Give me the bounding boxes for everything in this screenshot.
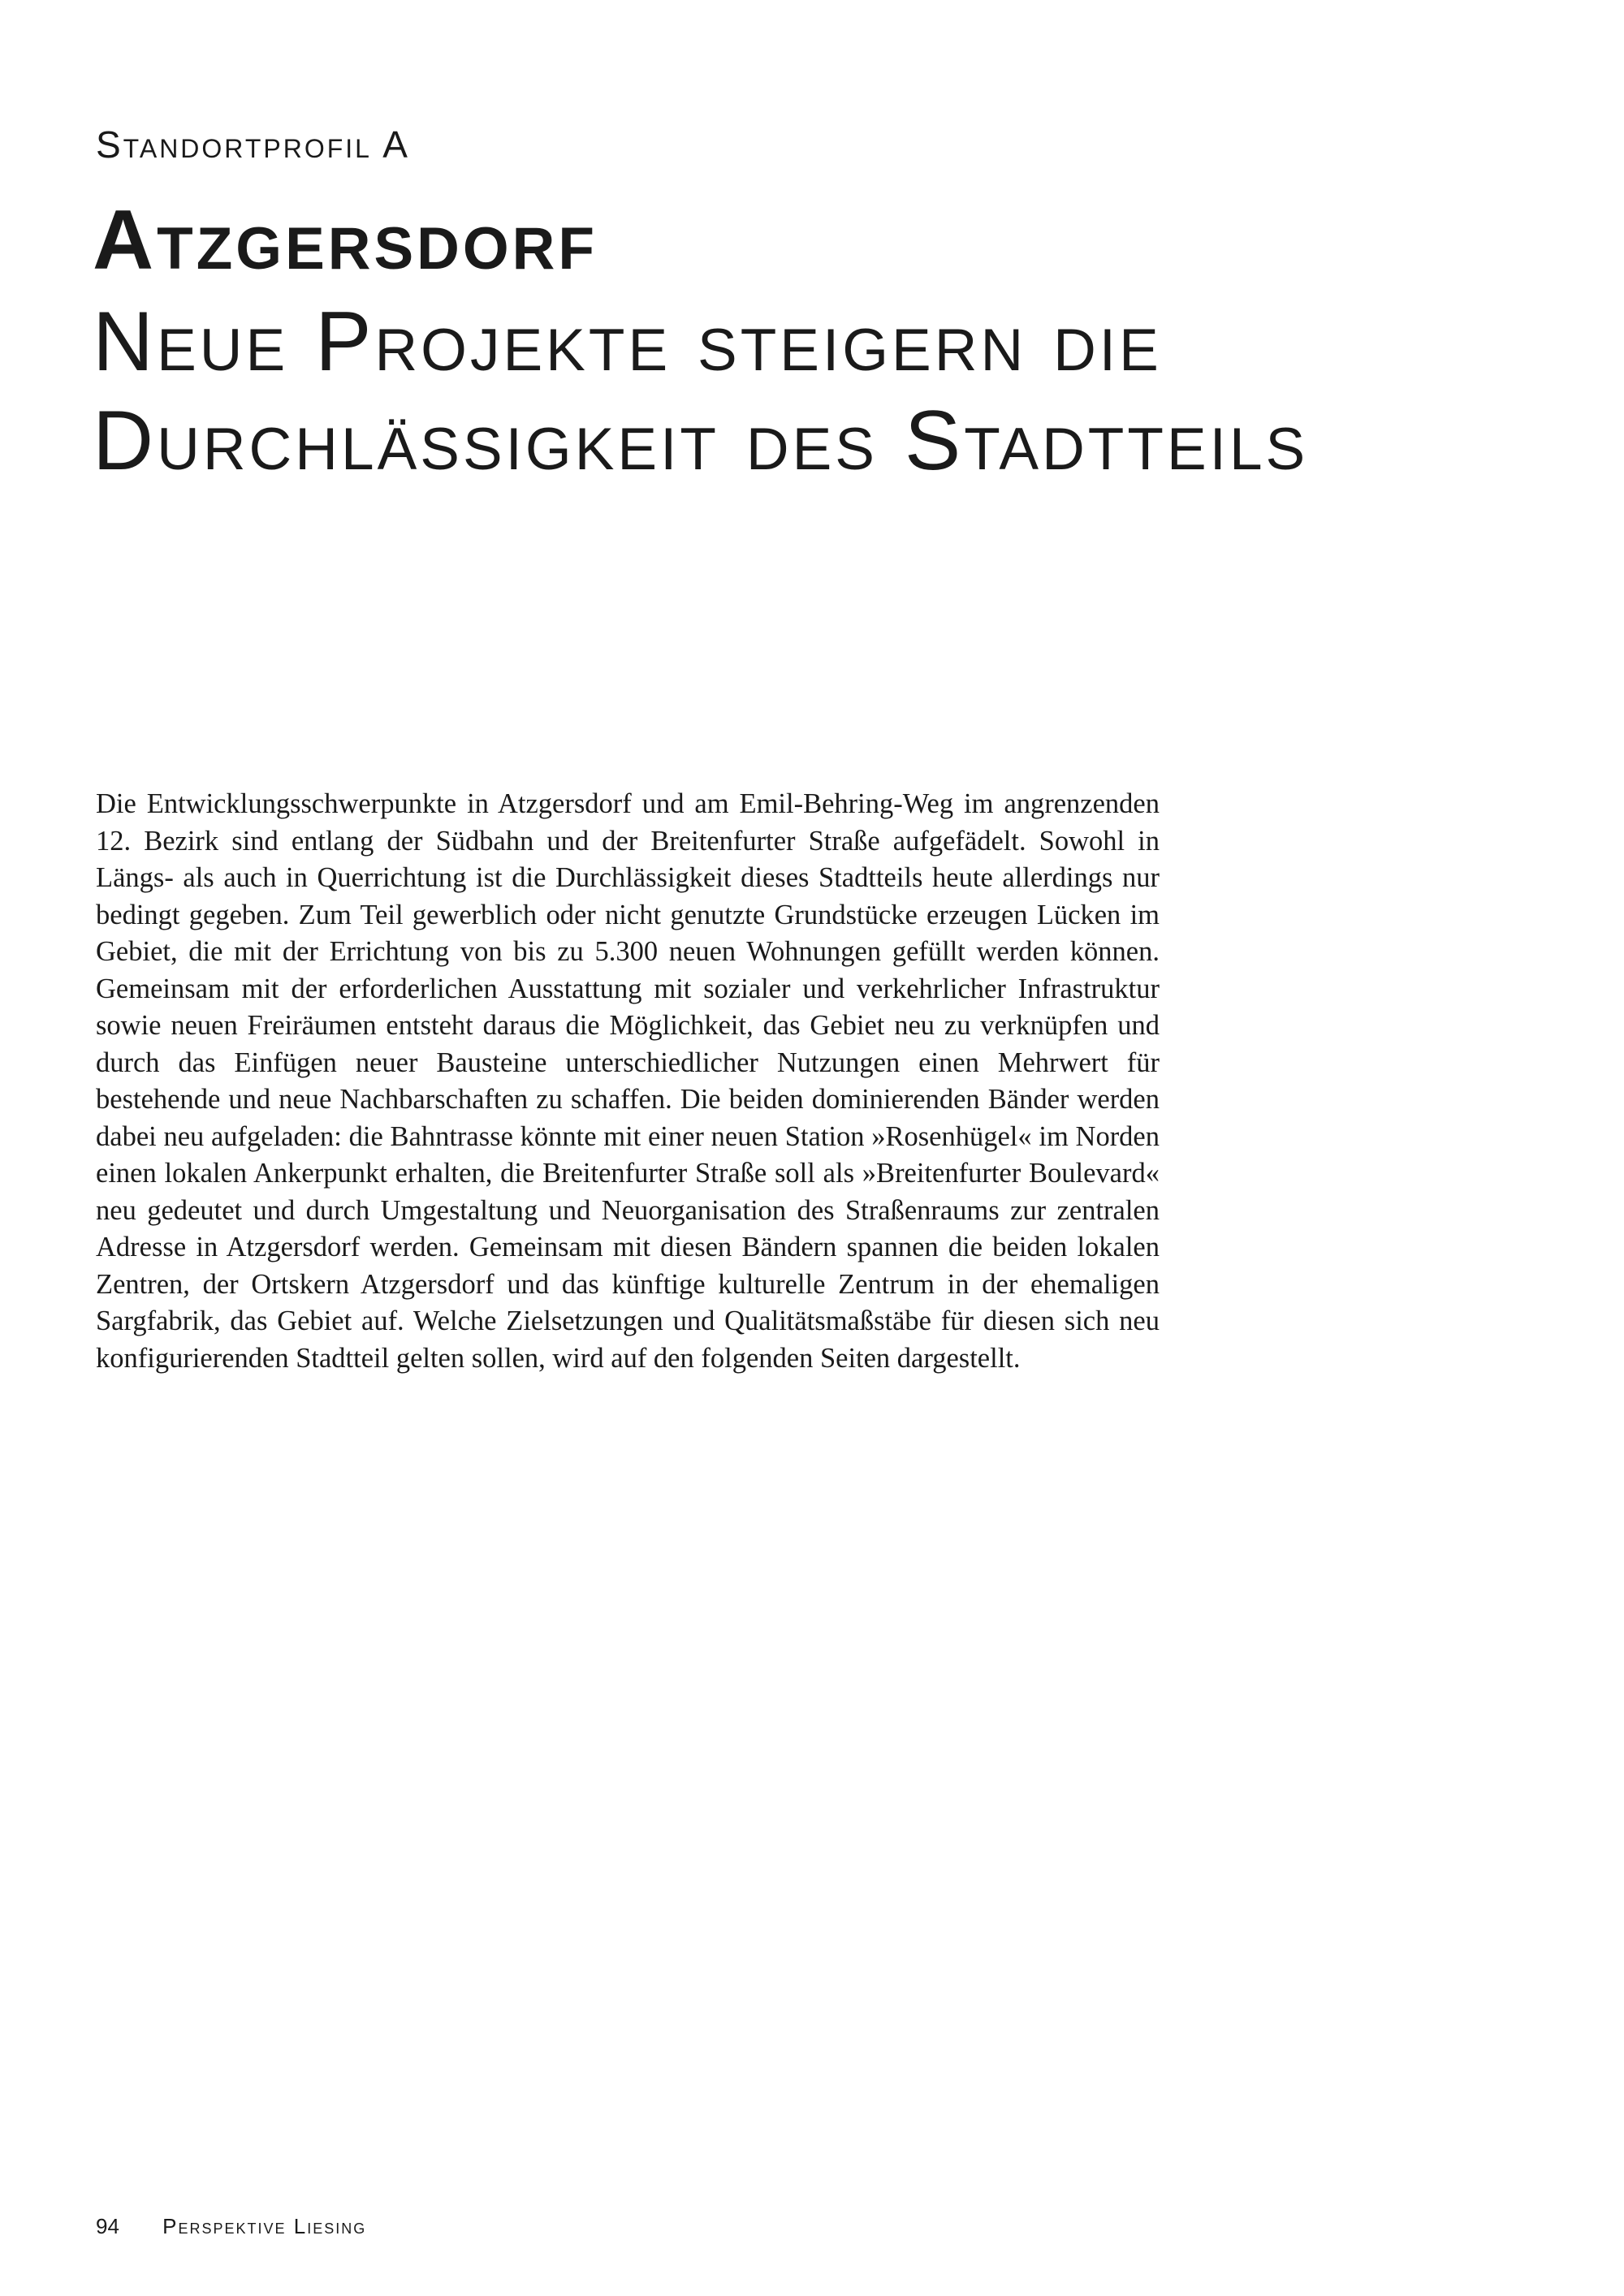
page-subtitle xyxy=(93,292,1308,490)
page-number: 94 xyxy=(96,2214,119,2238)
body-paragraph: Die Entwicklungsschwerpunkte in Atzgersdorf und am Emil-Behring-Weg im angrenzenden 12. Bezirk sind entlang der Südbahn und der Breitenfurter Straße aufgefädelt. Sowohl in Längs- als auch in Querrichtung ist die Durchlässigkeit dieses Stadtteils heute allerdings nur bedingt gegeben. Zum Teil gewerblich oder nicht genutzte Grundstücke erzeugen Lücken im Gebiet, die mit der Errichtung von bis zu 5.300 neuen Wohnungen gefüllt werden können. Gemeinsam mit der erforderlichen Ausstattung mit sozialer und verkehrlicher Infrastruktur sowie neuen Freiräumen entsteht daraus die Möglichkeit, das Gebiet neu zu verknüpfen und durch das Einfügen neuer Bausteine unterschiedlicher Nutzungen einen Mehrwert für bestehende und neue Nachbarschaften zu schaffen. Die beiden dominierenden Bänder werden dabei neu aufgeladen: die Bahntrasse könnte mit einer neuen Station »Rosenhügel« im Norden einen lokalen Ankerpunkt erhalten, die Breitenfurter Straße soll als »Breitenfurter Boulevard« neu gedeutet und durch Umgestaltung und Neuorganisation des Straßenraums zur zentralen Adresse in Atzgersdorf werden. Gemeinsam mit diesen Bändern spannen die beiden lokalen Zentren, der Ortskern Atzgersdorf und das künftige kulturelle Zentrum in der ehemaligen Sargfabrik, das Gebiet auf. Welche Zielsetzungen und Qualitätsmaßstäbe für diesen sich neu konfigurierenden Stadtteil gelten sollen, wird auf den folgenden Seiten dargestellt. xyxy=(96,788,1160,1374)
subtitle-line: Neue Projekte steigern die xyxy=(93,295,1162,389)
subtitle-line: Durchlässigkeit des Stadtteils xyxy=(93,394,1309,488)
page-title: Atzgersdorf xyxy=(93,193,598,287)
running-title: Perspektive Liesing xyxy=(162,2214,367,2238)
page-footer xyxy=(96,2213,366,2239)
section-kicker: Standortprofil A xyxy=(96,123,410,166)
